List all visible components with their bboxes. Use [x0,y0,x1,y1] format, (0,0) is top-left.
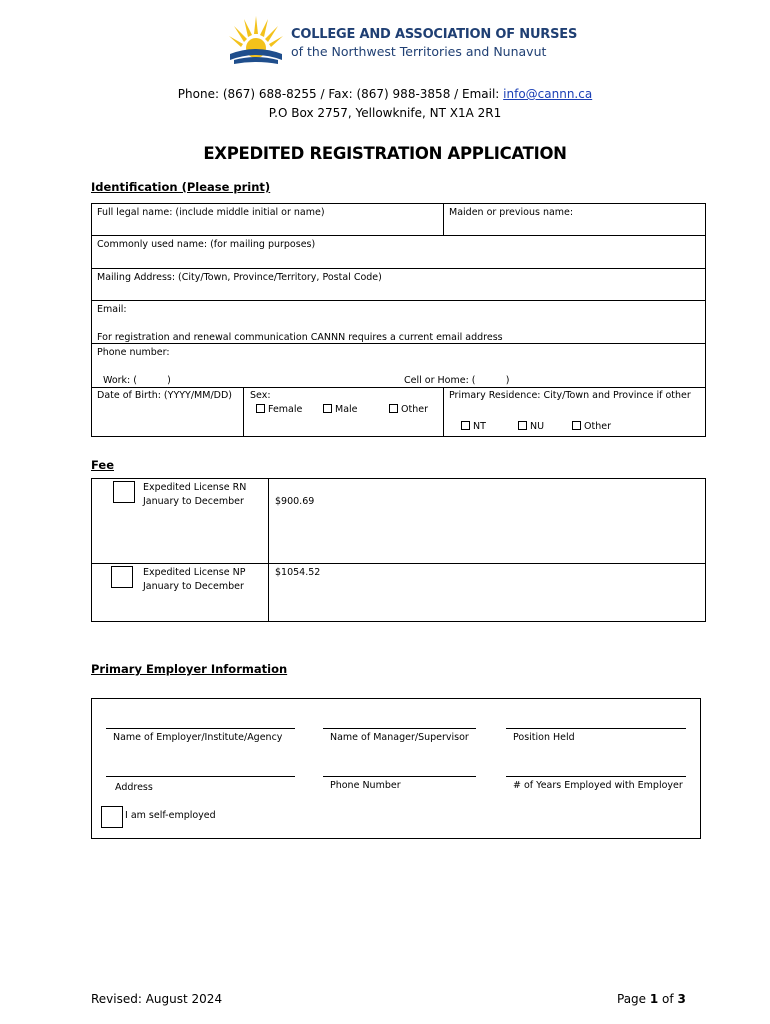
self-employed-checkbox[interactable] [101,806,123,828]
org-logo [228,14,284,66]
years-employed-field[interactable]: # of Years Employed with Employer [513,780,683,791]
identification-heading: Identification (Please print) [91,180,271,194]
full-name-field[interactable]: Full legal name: (include middle initial or name) [97,207,325,218]
sun-wave-icon [228,14,284,66]
org-name-line2: of the Northwest Territories and Nunavut [291,44,547,59]
checkbox-icon [323,404,332,413]
address-line: P.O Box 2757, Yellowknife, NT X1A 2R1 [268,106,502,120]
checkbox-icon [256,404,265,413]
fee-rn-checkbox[interactable] [113,481,135,503]
sex-label: Sex: [250,390,271,401]
page-title: EXPEDITED REGISTRATION APPLICATION [203,144,567,163]
work-phone-field[interactable]: Work: ( ) [103,375,171,386]
sex-option-female[interactable]: Female [256,404,302,415]
email-note: For registration and renewal communication CANNN requires a current email address [97,332,503,343]
position-field[interactable]: Position Held [513,732,575,743]
employer-name-field[interactable]: Name of Employer/Institute/Agency [113,732,283,743]
checkbox-icon [461,421,470,430]
sex-option-other[interactable]: Other [389,404,428,415]
fee-rn-amount: $900.69 [275,496,315,507]
org-name-line1: COLLEGE AND ASSOCIATION OF NURSES [291,27,578,42]
checkbox-icon [518,421,527,430]
email-field[interactable]: Email: [97,304,127,315]
dob-field[interactable]: Date of Birth: (YYYY/MM/DD) [97,390,232,401]
employer-heading: Primary Employer Information [91,662,288,676]
residence-option-nt[interactable]: NT [461,421,486,432]
fee-np-checkbox[interactable] [111,566,133,588]
contact-line [0,87,770,101]
checkbox-icon [389,404,398,413]
employer-phone-field[interactable]: Phone Number [330,780,401,791]
contact-text: Phone: (867) 688-8255 / Fax: (867) 988-3858 / Email: [177,87,504,101]
employer-address-field[interactable]: Address [115,782,153,793]
fee-rn-label-2: January to December [143,496,244,507]
mailing-address-field[interactable]: Mailing Address: (City/Town, Province/Territory, Postal Code) [97,272,382,283]
cell-phone-field[interactable]: Cell or Home: ( ) [404,375,510,386]
email-link[interactable]: info@cannn.ca [503,87,593,101]
common-name-field[interactable]: Commonly used name: (for mailing purposes) [97,239,316,250]
manager-field[interactable]: Name of Manager/Supervisor [330,732,469,743]
fee-rn-label-1: Expedited License RN [143,482,247,493]
revised-date: Revised: August 2024 [91,992,223,1006]
fee-np-label-1: Expedited License NP [143,567,246,578]
maiden-name-field[interactable]: Maiden or previous name: [449,207,574,218]
phone-label: Phone number: [97,347,170,358]
page-number: Page 1 of 3 [617,992,686,1006]
fee-np-label-2: January to December [143,581,244,592]
residence-option-other[interactable]: Other [572,421,611,432]
residence-label: Primary Residence: City/Town and Province if other [449,390,691,401]
fee-heading: Fee [91,458,114,472]
fee-np-amount: $1054.52 [275,567,321,578]
sex-option-male[interactable]: Male [323,404,358,415]
residence-option-nu[interactable]: NU [518,421,544,432]
self-employed-label: I am self-employed [125,810,216,821]
checkbox-icon [572,421,581,430]
